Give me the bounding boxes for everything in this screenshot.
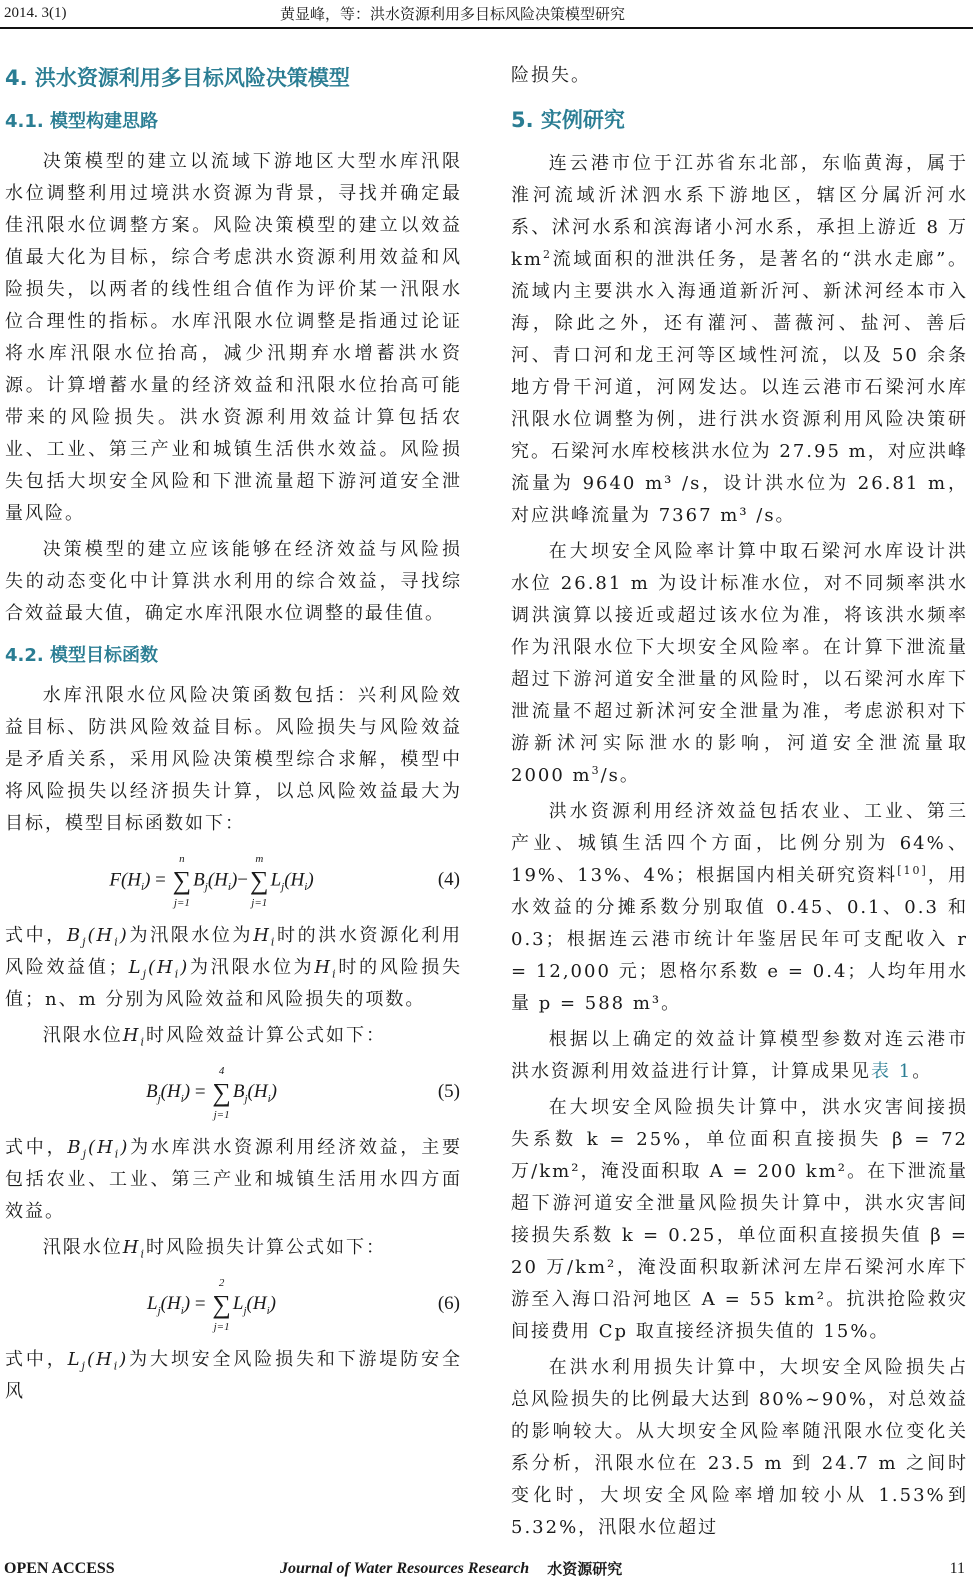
paragraph: 式中，$B_j(H_i)$为水库洪水资源利用经济效益，主要包括农业、工业、第三产业和城镇生活用水四方面效益。 — [5, 1137, 463, 1222]
paragraph: 根据以上确定的效益计算模型参数对连云港市洪水资源利用效益进行计算，计算成果见表 1。 — [511, 1029, 968, 1082]
equation-number: (6) — [437, 1293, 460, 1314]
paragraph: 洪水资源利用经济效益包括农业、工业、第三产业、城镇生活四个方面，比例分别为 64%、19%、13%、4%；根据国内相关研究资料[10]，用水效益的分摊系数分别取值 0.45、0.1、0.3 和 0.3；根据连云港市统计年鉴居民年可支配收入 r = 12,000 元；恩格尔系数 e = 0.4；人均年用水量 p = 588 m³。 — [511, 801, 968, 1014]
page-header — [0, 0, 973, 29]
paragraph: 汛限水位$H_i$时风险效益计算公式如下： — [42, 1025, 387, 1049]
equation-6: $L_j(H_i)$ = 2 ∑ j=1 $L_j(H_i)$ (6) — [147, 1277, 460, 1333]
right-column — [511, 58, 968, 1548]
paragraph: 在大坝安全风险损失计算中，洪水灾害间接损失系数 k = 25%，单位面积直接损失 β = 72 万/km²，淹没面积取 A = 200 km²。在下泄流量超下游河道安全泄量风险损失计算中，洪水灾害间接损失系数 k = 0.25，单位面积直接损失值 β = 20 万/km²，淹没面积取新沭河左岸石梁河水库下游至入海口沿河地区 A = 55 km²。抗洪抢险救灾间接费用 Cp 取直接经济损失值的 15%。 — [511, 1097, 968, 1342]
paragraph: 式中，$B_j(H_i)$为汛限水位为$H_i$时的洪水资源化利用风险效益值；$L_j(H_i)$为汛限水位为$H_i$时的风险损失值；n、m 分别为风险效益和风险损失的项数。 — [5, 925, 463, 1010]
issue-label: 2014. 3(1) — [4, 5, 67, 21]
citation[interactable]: [10] — [897, 864, 928, 877]
running-title: 黄显峰，等：洪水资源利用多目标风险决策模型研究 — [280, 5, 626, 23]
equation-number: (4) — [437, 869, 460, 890]
page-body — [0, 29, 973, 1548]
journal-name-en: Journal of Water Resources Research — [280, 1559, 530, 1577]
paragraph: 汛限水位$H_i$时风险损失计算公式如下： — [42, 1237, 387, 1261]
equation-4: $F(H_i)$ = n ∑ j=1 $B_j(H_i)-$ m ∑ j=1 $L_j(H_i)$ (4) — [109, 853, 460, 909]
open-access-label: OPEN ACCESS — [4, 1559, 115, 1577]
paragraph-continuation: 险损失。 — [511, 65, 591, 86]
journal-name-cn: 水资源研究 — [547, 1560, 623, 1578]
section-4-1-heading: 4.1. 模型构建思路 — [5, 111, 158, 132]
paragraph: 连云港市位于江苏省东北部，东临黄海，属于淮河流域沂沭泗水系下游地区，辖区分属沂河水系、沭河水系和滨海诸小河水系，承担上游近 8 万 $km^2$流域面积的泄洪任务，是著名的“洪水走廊”。流域内主要洪水入海通道新沂河、新沭河经本市入海，除此之外，还有灌河、蔷薇河、盐河、善后河、青口河和龙王河等区域性河流，以及 50 余条地方骨干河道，河网发达。以连云港市石梁河水库汛限水位调整为例，进行洪水资源利用风险决策研究。石梁河水库校核洪水位为 27.95 m，对应洪峰流量为 9640 m³ /s，设计洪水位为 26.81 m，对应洪峰流量为 7367 m³ /s。 — [511, 153, 968, 526]
section-5-heading: 5. 实例研究 — [511, 108, 625, 132]
paragraph: 在洪水利用损失计算中，大坝安全风险损失占总风险损失的比例最大达到 80%~90%，对总效益的影响较大。从大坝安全风险率随汛限水位变化关系分析，汛限水位在 23.5 m 到 24.7 m 之间时变化时，大坝安全风险率增加较小从 1.53%到 5.32%，汛限水位超过 — [511, 1357, 968, 1538]
paragraph: 决策模型的建立以流域下游地区大型水库汛限水位调整利用过境洪水资源为背景，寻找并确定最佳汛限水位调整方案。风险决策模型的建立以效益值最大化为目标，综合考虑洪水资源利用效益和风险损失，以两者的线性组合值作为评价某一汛限水位合理性的指标。水库汛限水位调整是指通过论证将水库汛限水位抬高，减少汛期弃水增蓄洪水资源。计算增蓄水量的经济效益和汛限水位抬高可能带来的风险损失。洪水资源利用效益计算包括农业、工业、第三产业和城镇生活供水效益。风险损失包括大坝安全风险和下泄流量超下游河道安全泄量风险。 — [5, 151, 462, 524]
paragraph: 在大坝安全风险率计算中取石梁河水库设计洪水位 26.81 m 为设计标准水位，对不同频率洪水调洪演算以接近或超过该水位为准，将该洪水频率作为汛限水位下大坝安全风险率。在计算下泄流量超过下游河道安全泄量的风险时，以石梁河水库下泄流量不超过新沭河安全泄量为准，考虑淤积对下游新沭河实际泄水的影响，河道安全泄流量取 2000 $m^3/s$。 — [511, 541, 968, 786]
paragraph: 决策模型的建立应该能够在经济效益与风险损失的动态变化中计算洪水利用的综合效益，寻找综合效益最大值，确定水库汛限水位调整的最佳值。 — [5, 539, 462, 624]
page-footer — [0, 1548, 973, 1583]
equation-5: $B_j(H_i)$ = 4 ∑ j=1 $B_j(H_i)$ (5) — [145, 1065, 460, 1121]
equation-number: (5) — [437, 1081, 460, 1102]
section-4-2-heading: 4.2. 模型目标函数 — [5, 645, 158, 666]
section-4-heading: 4. 洪水资源利用多目标风险决策模型 — [5, 66, 350, 90]
paragraph: 水库汛限水位风险决策函数包括：兴利风险效益目标、防洪风险效益目标。风险损失与风险效益是矛盾关系，采用风险决策模型综合求解，模型中将风险损失以经济损失计算，以总风险效益最大为目标，模型目标函数如下： — [5, 685, 462, 834]
page-number: 11 — [949, 1559, 965, 1577]
table-1-link[interactable]: 表 1 — [871, 1061, 913, 1082]
paragraph: 式中，$L_j(H_i)$为大坝安全风险损失和下游堤防安全风 — [5, 1349, 462, 1402]
left-column — [5, 58, 462, 1548]
